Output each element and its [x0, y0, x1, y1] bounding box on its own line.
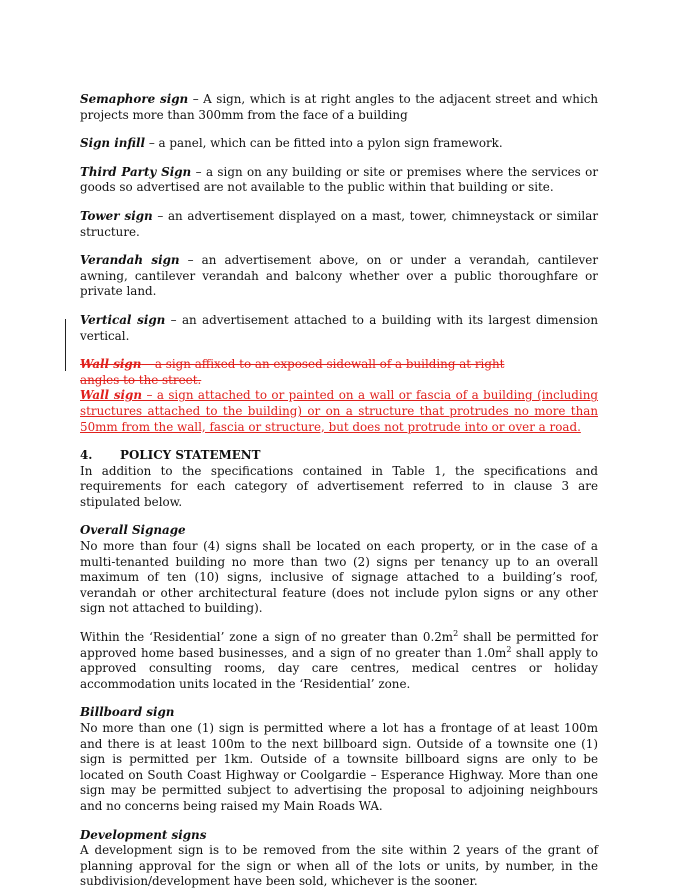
term: Sign infill: [80, 136, 146, 151]
section-heading: [80, 448, 598, 464]
term: Third Party Sign: [80, 164, 192, 179]
definition-text: – an advertisement above, on or under a verandah, cantilever awning, cantilever verandah and balcony whether over a public thoroughfare or private land.: [80, 253, 598, 299]
term: Wall sign: [80, 388, 143, 403]
definition-tower-sign: [80, 209, 598, 240]
inserted-wall-sign-definition: [80, 388, 598, 435]
term: Verandah sign: [80, 253, 180, 268]
section-intro: In addition to the specifications contained in Table 1, the specifications and requirements for each category of advertisement referred to in clause 3 are stipulated below.: [80, 463, 598, 509]
change-bar: [65, 319, 66, 371]
definition-verandah-sign: [80, 253, 598, 300]
overall-signage-paragraph-2: [80, 630, 598, 692]
term: Semaphore sign: [80, 92, 189, 106]
overall-signage-paragraph-1: No more than four (4) signs shall be located on each property, or in the case of a multi-tenanted building no more than two (2) signs per tenancy up to an overall maximum of ten (10) signs, inclusive of signage attached to a building’s roof, verandah or other architectural feature (does not include pylon signs or any other sign not attached to building).: [80, 539, 598, 616]
definition-vertical-sign: [80, 313, 598, 344]
text-run: shall be permitted for approved home based businesses, and a sign of no greater than 1.0m: [80, 630, 598, 660]
definition-text: – an advertisement attached to a building with its largest dimension vertical.: [80, 312, 598, 343]
superscript: 2: [506, 644, 512, 654]
definition-text: – a sign affixed to an exposed sidewall of a building at right angles to the street.: [80, 357, 505, 387]
term: Wall sign: [80, 357, 142, 372]
section-number: 4.: [80, 448, 93, 463]
definition-third-party-sign: [80, 165, 598, 196]
definition-semaphore-sign: [80, 92, 598, 123]
superscript: 2: [453, 629, 459, 639]
billboard-sign-heading: Billboard sign: [80, 705, 175, 720]
definition-sign-infill: [80, 136, 598, 152]
billboard-sign-paragraph: No more than one (1) sign is permitted where a lot has a frontage of at least 100m and there is at least 100m to the next billboard sign. Outside of a townsite one (1) sign is permitted per 1km. Outside of a townsite billboard signs are only to be located on South Coast Highway or Coolgardie – Esperance Highway. More than one sign may be permitted subject to advertising the proposal to adjoining neighbours and no concerns being raised my Main Roads WA.: [80, 721, 598, 813]
definition-text: – a sign on any building or site or premises where the services or goods so advertised are not available to the public within that building or site.: [80, 164, 598, 195]
term: Vertical sign: [80, 312, 166, 327]
definition-text: – a sign attached to or painted on a wall or fascia of a building (including structures attached to the building) or on a structure that protrudes no more than 50mm from the wall, fascia or structure, but does not protrude into or over a road.: [80, 388, 598, 434]
deleted-wall-sign-definition: [80, 357, 510, 388]
document-page: [80, 92, 598, 890]
section-title: POLICY STATEMENT: [120, 448, 261, 463]
text-run: shall apply to approved consulting rooms, day care centres, medical centres or holiday accommodation units located in the ‘Residential’ zone.: [80, 645, 598, 691]
overall-signage-heading: Overall Signage: [80, 523, 186, 538]
text-run: Within the ‘Residential’ zone a sign of no greater than 0.2m: [80, 630, 454, 645]
development-signs-heading: Development signs: [80, 827, 207, 842]
development-signs-paragraph: A development sign is to be removed from the site within 2 years of the grant of planning approval for the sign or when all of the lots or units, by number, in the subdivision/development have been sold, whichever is the sooner.: [80, 843, 598, 889]
definition-text: – A sign, which is at right angles to the adjacent street and which projects more than 300mm from the face of a building: [80, 92, 599, 122]
term: Tower sign: [80, 208, 153, 223]
definition-text: – an advertisement displayed on a mast, tower, chimneystack or similar structure.: [80, 208, 599, 239]
definition-text: – a panel, which can be fitted into a pylon sign framework.: [145, 136, 503, 151]
